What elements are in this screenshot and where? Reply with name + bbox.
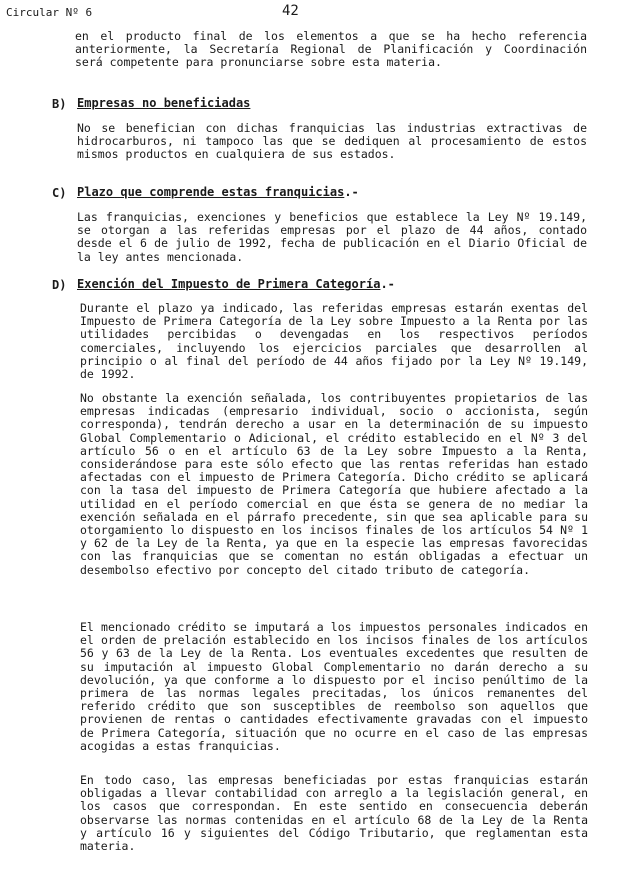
section-d-letter: D) [52,278,67,292]
section-d-title-text: Exención del Impuesto de Primera Categoría [77,277,381,291]
section-c-title-suffix: .- [344,185,359,199]
section-b-title-text: Empresas no beneficiadas [77,96,251,110]
circular-label: Circular Nº 6 [6,6,93,19]
section-c-letter: C) [52,186,67,200]
page-number: 42 [282,3,299,19]
section-b-title [77,96,250,110]
section-c-title-text: Plazo que comprende estas franquicias [77,185,345,199]
section-b-letter: B) [52,97,67,111]
section-d-paragraph-1: Durante el plazo ya indicado, las referidas empresas estarán exentas del Impuesto de Primera Categoría de la Ley sobre Impuesto a la Renta por las utilidades percibidas o devengadas en los respectivos períodos comerciales, incluyendo los ejercicios parciales que desarrollen al principio o al final del período de 44 años fijado por la Ley Nº 19.149, de 1992. [80,301,588,382]
section-d-paragraph-3: El mencionado crédito se imputará a los impuestos personales indicados en el orden de prelación establecido en los incisos finales de los artículos 56 y 63 de la Ley de la Renta. Los eventuales excedentes que resulten de su imputación al impuesto Global Complementario no darán derecho a su devolución, ya que conforme a lo dispuesto por el inciso penúltimo de la primera de las normas legales precitadas, los únicos remanentes del referido crédito que son susceptibles de reembolso son aquellos que provienen de rentas o cantidades efectivamente gravadas con el impuesto de Primera Categoría, situación que no ocurre en el caso de las empresas acogidas a estas franquicias. [80,620,588,753]
section-b-paragraph-1: No se benefician con dichas franquicias las industrias extractivas de hidrocarburos, ni tampoco las que se dediquen al procesamiento de estos mismos productos en cualquiera de sus estados. [77,121,587,162]
section-d-title [77,277,395,291]
section-c-title [77,185,359,199]
section-d-paragraph-2: No obstante la exención señalada, los contribuyentes propietarios de las empresas indicadas (empresario individual, socio o accionista, según corresponda), tendrán derecho a usar en la determinación de su impuesto Global Complementario o Adicional, el crédito establecido en el Nº 3 del artículo 56 o en el artículo 63 de la Ley sobre Impuesto a la Renta, considerándose para este sólo efecto que las rentas referidas han estado afectadas con el impuesto de Primera Categoría. Dicho crédito se aplicará con la tasa del impuesto de Primera Categoría que hubiere afectado a la utilidad en el período comercial en que ésta se genera de no mediar la exención señalada en el párrafo precedente, sin que sea aplicable para su otorgamiento lo dispuesto en los incisos finales de los artículos 54 Nº 1 y 62 de la Ley de la Renta, ya que en la especie las empresas favorecidas con las franquicias que se comentan no están obligadas a efectuar un desembolso efectivo por concepto del citado tributo de categoría. [80,391,588,577]
section-d-title-suffix: .- [380,277,395,291]
section-c-paragraph-1: Las franquicias, exenciones y beneficios que establece la Ley Nº 19.149, se otorgan a las referidas empresas por el plazo de 44 años, contado desde el 6 de julio de 1992, fecha de publicación en el Diario Oficial de la ley antes mencionada. [77,210,587,264]
intro-paragraph: en el producto final de los elementos a que se ha hecho referencia anteriormente, la Secretaría Regional de Planificación y Coordinación será competente para pronunciarse sobre esta materia. [75,29,587,70]
section-d-paragraph-4: En todo caso, las empresas beneficiadas por estas franquicias estarán obligadas a llevar contabilidad con arreglo a la legislación general, en los casos que correspondan. En este sentido en consecuencia deberán observarse las normas contenidas en el artículo 68 de la Ley de la Renta y artículo 16 y siguientes del Código Tributario, que reglamentan esta materia. [80,773,588,854]
